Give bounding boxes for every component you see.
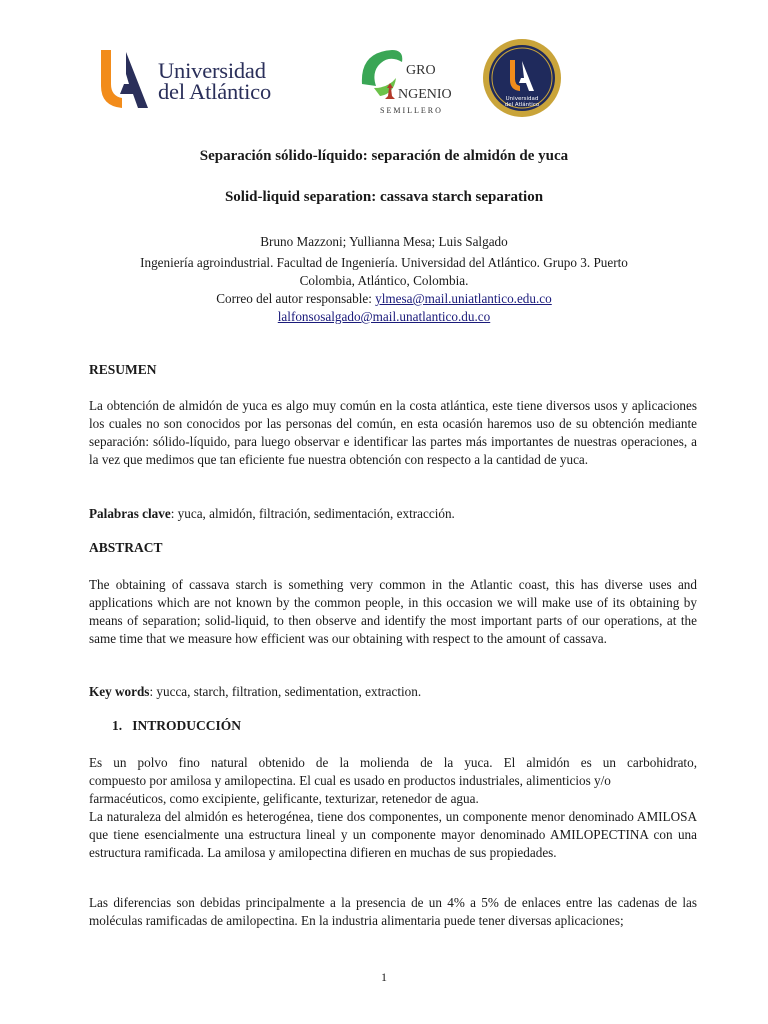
agro-logo-line2: NGENIO bbox=[398, 87, 452, 102]
resumen-body: La obtención de almidón de yuca es algo muy común en la costa atlántica, este tiene diversos usos y aplicaciones los cuales no son conocidos por las personas del común, en esta ocasión haremos uso de su obtención mediante separación: sólido-líquido, para luego observar e identificar las partes más importantes de nuestras operaciones, a la vez que medimos que tan eficiente fue nuestra obtención con respecto a la cantidad de yuca. bbox=[89, 398, 697, 467]
agro-ingenio-logo bbox=[358, 44, 458, 120]
author-email-link-1[interactable]: ylmesa@mail.uniatlantico.edu.co bbox=[375, 291, 552, 306]
authors: Bruno Mazzoni; Yullianna Mesa; Luis Salgado bbox=[260, 234, 508, 249]
intro-paragraph-1 bbox=[89, 754, 697, 808]
intro-paragraph-1-line-3: farmacéuticos, como excipiente, gelificante, texturizar, retenedor de agua. bbox=[89, 791, 479, 806]
resumen-keywords-list: : yuca, almidón, filtración, sedimentación, extracción. bbox=[170, 506, 455, 521]
abstract-keywords-list: : yucca, starch, filtration, sedimentation, extraction. bbox=[149, 684, 422, 699]
intro-paragraph-3: Las diferencias son debidas principalmente a la presencia de un 4% a 5% de enlaces entre las cadenas de las moléculas ramificadas de amilopectina. En la industria alimentaria puede tener diversas aplicaciones; bbox=[89, 895, 697, 928]
affiliation-line-2: Colombia, Atlántico, Colombia. bbox=[299, 273, 469, 288]
paper-title-english: Solid-liquid separation: cassava starch separation bbox=[224, 189, 544, 205]
university-logo bbox=[98, 46, 288, 116]
section-number: 1. bbox=[112, 718, 123, 733]
intro-paragraph-2: La naturaleza del almidón es heterogénea, tiene dos componentes, un componente menor denominado AMILOSA que tiene esencialmente una estructura lineal y un componente mayor denominado AMILOPECTINA con una estructura ramificada. La amilosa y amilopectina difieren en muchas de sus propiedades. bbox=[89, 809, 697, 860]
ua-logo-icon bbox=[98, 46, 154, 112]
abstract-keywords bbox=[89, 683, 697, 701]
resumen-keywords-label: Palabras clave bbox=[89, 506, 171, 521]
agro-logo-line3: SEMILLERO bbox=[380, 106, 443, 115]
intro-paragraph-1-line-1: Es un polvo fino natural obtenido de la molienda de la yuca. El almidón es un carbohidrato, bbox=[89, 755, 697, 770]
resumen-heading: RESUMEN bbox=[89, 362, 157, 377]
abstract-heading: ABSTRACT bbox=[89, 540, 163, 555]
page-number: 1 bbox=[381, 970, 387, 984]
paper-title-spanish: Separación sólido-líquido: separación de almidón de yuca bbox=[199, 148, 569, 164]
seal-emblem-icon bbox=[482, 38, 562, 118]
introduction-heading bbox=[112, 718, 720, 734]
abstract-keywords-label: Key words bbox=[89, 684, 150, 699]
university-seal-logo bbox=[482, 38, 562, 118]
intro-paragraph-1-line-2: compuesto por amilosa y amilopectina. El cual es usado en productos industriales, alimenticios y/o bbox=[89, 773, 611, 788]
contact-line bbox=[0, 290, 768, 308]
chess-figure-icon bbox=[382, 82, 398, 100]
university-logo-line1: Universidad bbox=[158, 58, 266, 83]
abstract-body: The obtaining of cassava starch is something very common in the Atlantic coast, this has diverse uses and applications which are not known by the common people, in this occasion we will make use of its obtaining by means of separation; solid-liquid, to then observe and identify the most important parts of our operations, at the same time that we measure how efficient was our obtaining with respect to the amount of cassava. bbox=[89, 577, 697, 646]
university-logo-text bbox=[158, 60, 271, 102]
svg-text:del Atlántico: del Atlántico bbox=[504, 102, 540, 108]
section-title: INTRODUCCIÓN bbox=[132, 718, 242, 733]
contact-line-2 bbox=[0, 308, 768, 326]
resumen-keywords bbox=[89, 505, 697, 523]
university-logo-line2: del Atlántico bbox=[158, 79, 271, 104]
author-email-link-2[interactable]: lalfonsosalgado@mail.unatlantico.du.co bbox=[277, 309, 491, 324]
contact-label: Correo del autor responsable: bbox=[216, 291, 372, 306]
svg-text:Universidad: Universidad bbox=[505, 96, 539, 102]
agro-logo-line1: GRO bbox=[406, 63, 436, 78]
affiliation-line-1: Ingeniería agroindustrial. Facultad de Ingeniería. Universidad del Atlántico. Grupo 3. Puerto bbox=[140, 255, 628, 270]
